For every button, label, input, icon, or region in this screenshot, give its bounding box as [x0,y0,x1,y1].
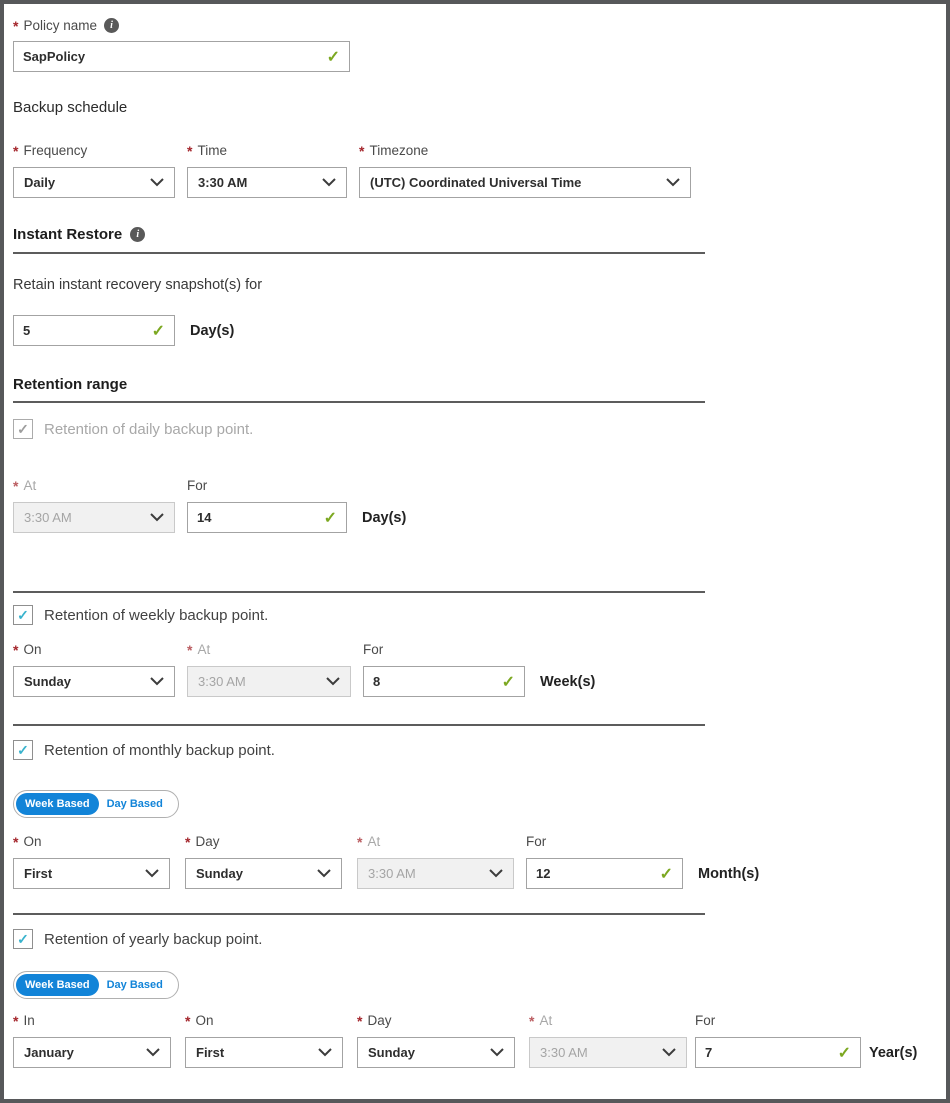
weekly-on-value: Sunday [24,674,71,689]
weekly-for-input[interactable] [373,674,496,689]
yearly-retention-checkbox-row[interactable] [13,929,934,949]
chevron-down-icon [662,1048,676,1057]
required-marker: * [13,1012,19,1029]
monthly-retention-label: Retention of monthly backup point. [44,741,275,759]
yearly-basis-toggle [13,971,179,999]
monthly-on-label [13,833,170,850]
chevron-down-icon [490,1048,504,1057]
time-value: 3:30 AM [198,175,248,190]
monthly-at-label [357,833,514,850]
snapshot-retention-input[interactable] [23,323,146,338]
policy-name-label-row [13,17,934,34]
yearly-on-label-text: On [195,1013,214,1028]
time-label [187,142,347,159]
retention-range-title-text: Retention range [13,376,128,393]
section-divider [13,591,705,593]
required-marker: * [13,142,19,159]
section-divider [13,724,705,726]
yearly-day-based-option[interactable]: Day Based [106,979,163,991]
monthly-at-label-text: At [367,834,381,849]
chevron-down-icon [145,869,159,878]
yearly-retention-label: Retention of yearly backup point. [44,930,263,948]
valid-check-icon: ✓ [151,322,165,340]
required-marker: * [187,142,193,159]
required-marker: * [185,833,191,850]
monthly-for-input[interactable] [536,866,654,881]
yearly-retention-checkbox[interactable]: ✓ [13,929,33,949]
valid-check-icon: ✓ [501,673,515,691]
weekly-at-value: 3:30 AM [198,674,246,689]
section-divider [13,913,705,915]
yearly-for-input[interactable] [705,1045,832,1060]
info-icon[interactable]: i [104,18,119,33]
chevron-down-icon [318,1048,332,1057]
frequency-label-text: Frequency [23,143,88,158]
instant-restore-title-text: Instant Restore [13,226,123,243]
chevron-down-icon [150,178,164,187]
required-marker: * [13,17,19,34]
timezone-label-text: Timezone [369,143,429,158]
monthly-for-label [526,833,683,850]
yearly-on-label [185,1012,343,1029]
daily-for-label-text: For [187,478,208,493]
daily-at-select [13,502,175,533]
snapshot-retention-field[interactable] [13,315,175,346]
yearly-retention-row [13,1012,934,1068]
yearly-for-label [695,1012,861,1029]
required-marker: * [13,641,19,658]
daily-retention-checkbox-row [13,419,934,439]
yearly-week-based-option[interactable]: Week Based [16,974,99,996]
valid-check-icon: ✓ [837,1044,851,1062]
policy-name-label: Policy name [23,18,97,33]
instant-restore-description: Retain instant recovery snapshot(s) for [13,277,263,293]
weekly-retention-checkbox-row[interactable] [13,605,934,625]
yearly-for-field[interactable] [695,1037,861,1068]
monthly-day-value: Sunday [196,866,243,881]
valid-check-icon: ✓ [323,509,337,527]
weekly-on-label-text: On [23,642,42,657]
frequency-value: Daily [24,175,56,190]
monthly-retention-checkbox[interactable]: ✓ [13,740,33,760]
instant-restore-title [13,226,934,243]
info-icon[interactable]: i [130,227,145,242]
daily-at-value: 3:30 AM [24,510,72,525]
required-marker: * [357,833,363,850]
yearly-day-label-text: Day [367,1013,392,1028]
yearly-day-label [357,1012,515,1029]
yearly-in-label-text: In [23,1013,35,1028]
timezone-select[interactable] [359,167,691,198]
required-marker: * [187,641,193,658]
weekly-retention-label: Retention of weekly backup point. [44,606,269,624]
weekly-at-label-text: At [197,642,211,657]
daily-retention-label: Retention of daily backup point. [44,420,254,438]
monthly-on-select[interactable] [13,858,170,889]
monthly-day-based-option[interactable]: Day Based [106,798,163,810]
daily-unit: Day(s) [362,510,407,526]
chevron-down-icon [666,178,680,187]
daily-at-label [13,477,175,494]
yearly-for-label-text: For [695,1013,716,1028]
policy-name-field[interactable] [13,41,350,72]
weekly-at-label [187,641,351,658]
daily-retention-row [13,477,934,533]
valid-check-icon: ✓ [326,48,340,66]
weekly-at-select [187,666,351,697]
chevron-down-icon [146,1048,160,1057]
yearly-on-select[interactable] [185,1037,343,1068]
required-marker: * [359,142,365,159]
frequency-select[interactable] [13,167,175,198]
monthly-day-label [185,833,342,850]
chevron-down-icon [150,513,164,522]
yearly-on-value: First [196,1045,225,1060]
timezone-value: (UTC) Coordinated Universal Time [370,175,582,190]
weekly-retention-row [13,641,934,697]
weekly-on-select[interactable] [13,666,175,697]
chevron-down-icon [489,869,503,878]
snapshot-retention-unit: Day(s) [190,323,235,339]
required-marker: * [13,833,19,850]
time-label-text: Time [197,143,227,158]
frequency-label [13,142,175,159]
chevron-down-icon [322,178,336,187]
backup-schedule-title: Backup schedule [13,99,128,116]
retention-range-title [13,376,934,393]
backup-schedule-row [13,142,934,198]
daily-retention-checkbox: ✓ [13,419,33,439]
yearly-unit: Year(s) [869,1045,918,1061]
weekly-unit: Week(s) [540,674,596,690]
daily-at-label-text: At [23,478,37,493]
daily-for-field[interactable] [187,502,347,533]
monthly-on-value: First [24,866,53,881]
yearly-at-label [529,1012,687,1029]
weekly-for-field[interactable] [363,666,525,697]
monthly-day-select[interactable] [185,858,342,889]
weekly-on-label [13,641,175,658]
policy-name-input[interactable] [23,49,321,64]
yearly-in-select[interactable] [13,1037,171,1068]
section-divider [13,401,705,403]
monthly-on-label-text: On [23,834,42,849]
chevron-down-icon [326,677,340,686]
section-divider [13,252,705,254]
yearly-day-select[interactable] [357,1037,515,1068]
weekly-for-label-text: For [363,642,384,657]
yearly-at-select [529,1037,687,1068]
monthly-at-select [357,858,514,889]
yearly-at-label-text: At [539,1013,553,1028]
monthly-week-based-option[interactable]: Week Based [16,793,99,815]
daily-for-input[interactable] [197,510,318,525]
required-marker: * [13,477,19,494]
monthly-day-label-text: Day [195,834,220,849]
chevron-down-icon [317,869,331,878]
chevron-down-icon [150,677,164,686]
monthly-retention-checkbox-row[interactable] [13,740,934,760]
valid-check-icon: ✓ [659,865,673,883]
yearly-in-value: January [24,1045,74,1060]
required-marker: * [529,1012,535,1029]
timezone-label [359,142,691,159]
daily-for-label [187,477,347,494]
yearly-in-label [13,1012,171,1029]
weekly-retention-checkbox[interactable]: ✓ [13,605,33,625]
instant-restore-row [13,315,934,346]
required-marker: * [357,1012,363,1029]
monthly-for-label-text: For [526,834,547,849]
yearly-at-value: 3:30 AM [540,1045,588,1060]
monthly-for-field[interactable] [526,858,683,889]
required-marker: * [185,1012,191,1029]
monthly-unit: Month(s) [698,866,760,882]
time-select[interactable] [187,167,347,198]
monthly-at-value: 3:30 AM [368,866,416,881]
weekly-for-label [363,641,525,658]
yearly-day-value: Sunday [368,1045,415,1060]
monthly-retention-row [13,833,934,889]
monthly-basis-toggle [13,790,179,818]
